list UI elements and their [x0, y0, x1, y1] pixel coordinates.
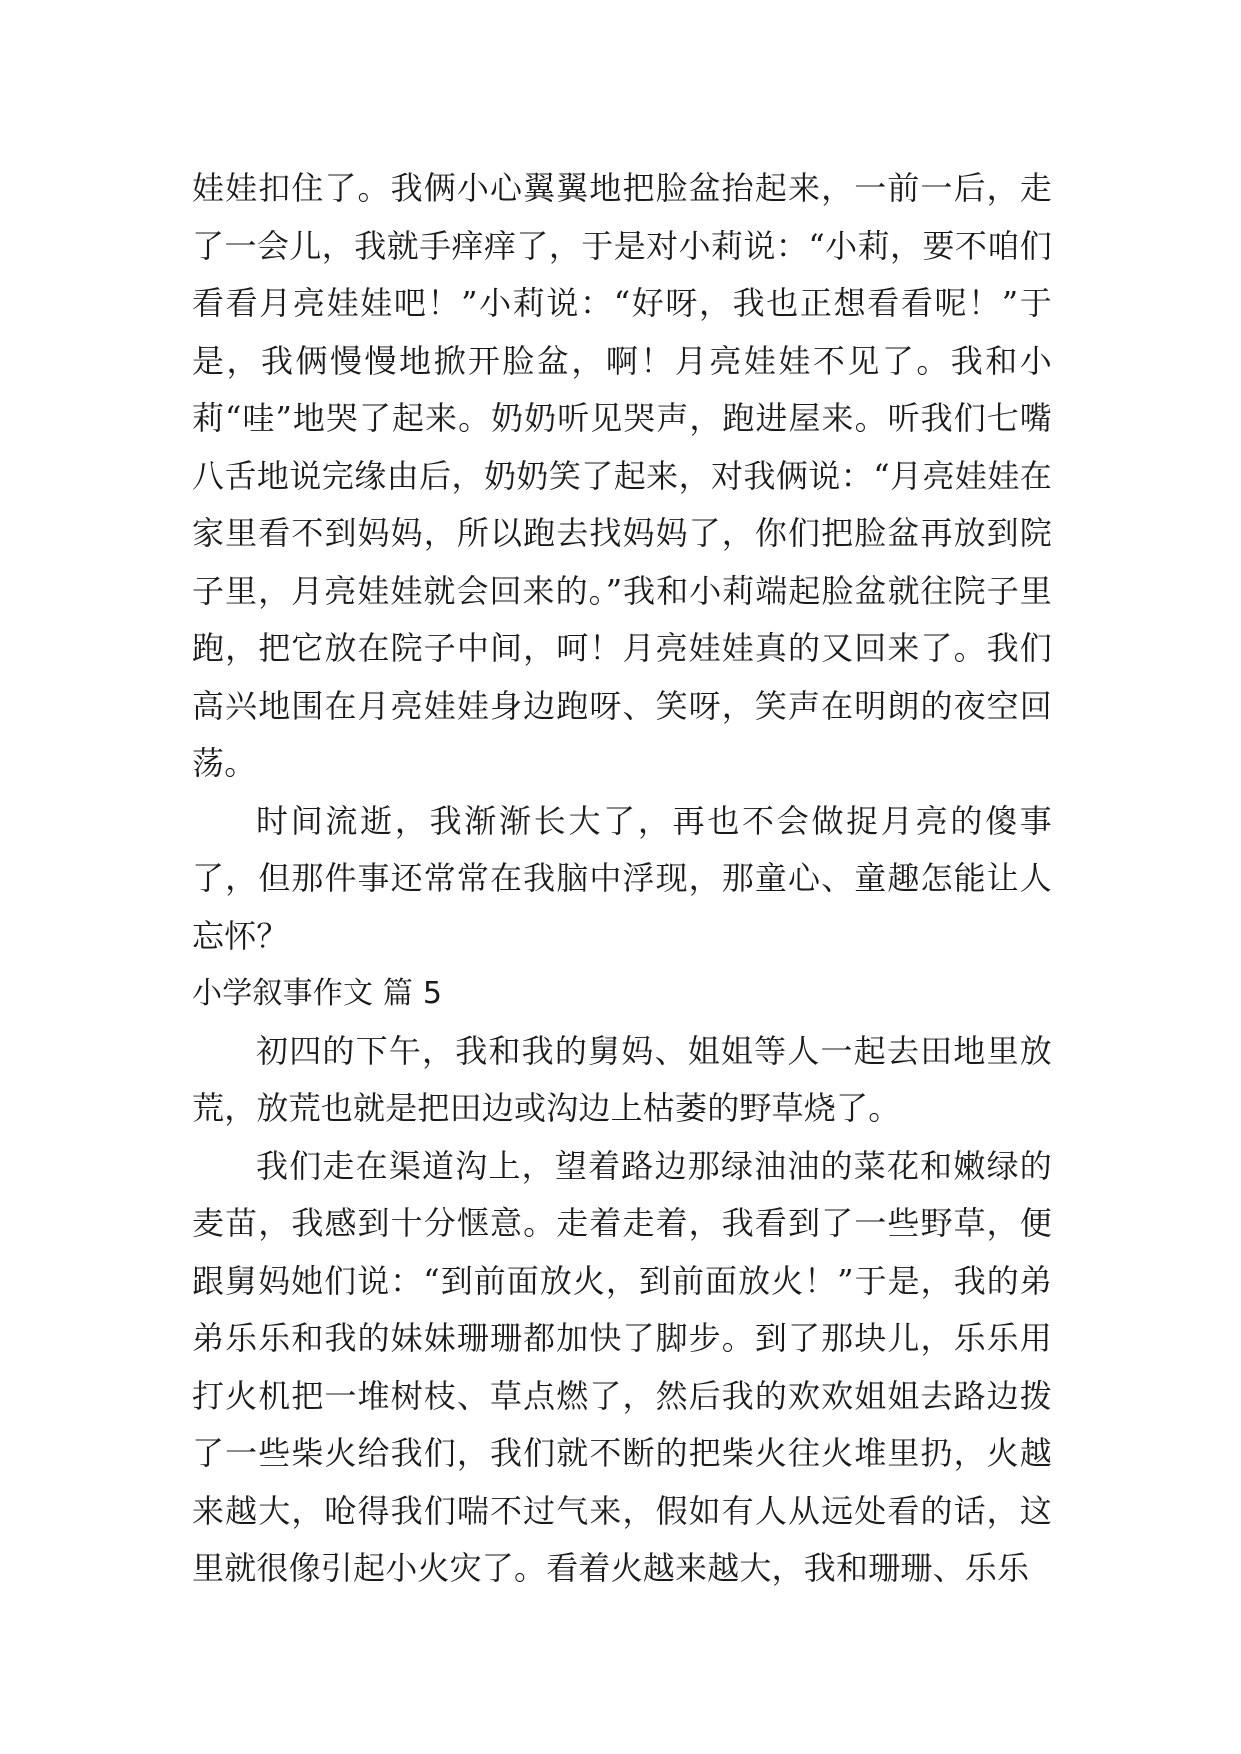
paragraph-intro: 初四的下午，我和我的舅妈、姐姐等人一起去田地里放荒，放荒也就是把田边或沟边上枯萎的野草烧了。 — [192, 1031, 1052, 1127]
document-body — [192, 160, 1052, 1598]
paragraph-reflection: 时间流逝，我渐渐长大了，再也不会做捉月亮的傻事了，但那件事还常常在我脑中浮现，那童心、童趣怎能让人忘怀？ — [192, 801, 1052, 955]
section-heading: 小学叙事作文 篇 5 — [192, 976, 443, 1011]
paragraph-story: 我们走在渠道沟上，望着路边那绿油油的菜花和嫩绿的麦苗，我感到十分惬意。走着走着，我看到了一些野草，便跟舅妈她们说：“到前面放火，到前面放火！”于是，我的弟弟乐乐和我的妹妹珊珊都加快了脚步。到了那块儿，乐乐用打火机把一堆树枝、草点燃了，然后我的欢欢姐姐去路边拨了一些柴火给我们，我们就不断的把柴火往火堆里扔，火越来越大，呛得我们喘不过气来，假如有人从远处看的话，这里就很像引起小火灾了。看着火越来越大，我和珊珊、乐乐 — [192, 1146, 1052, 1587]
paragraph-continued: 娃娃扣住了。我俩小心翼翼地把脸盆抬起来，一前一后，走了一会儿，我就手痒痒了，于是对小莉说：“小莉，要不咱们看看月亮娃娃吧！”小莉说：“好呀，我也正想看看呢！”于是，我俩慢慢地掀开脸盆，啊！月亮娃娃不见了。我和小莉“哇”地哭了起来。奶奶听见哭声，跑进屋来。听我们七嘴八舌地说完缘由后，奶奶笑了起来，对我俩说：“月亮娃娃在家里看不到妈妈，所以跑去找妈妈了，你们把脸盆再放到院子里，月亮娃娃就会回来的。”我和小莉端起脸盆就往院子里跑，把它放在院子中间，呵！月亮娃娃真的又回来了。我们高兴地围在月亮娃娃身边跑呀、笑呀，笑声在明朗的夜空回荡。 — [192, 169, 1052, 782]
